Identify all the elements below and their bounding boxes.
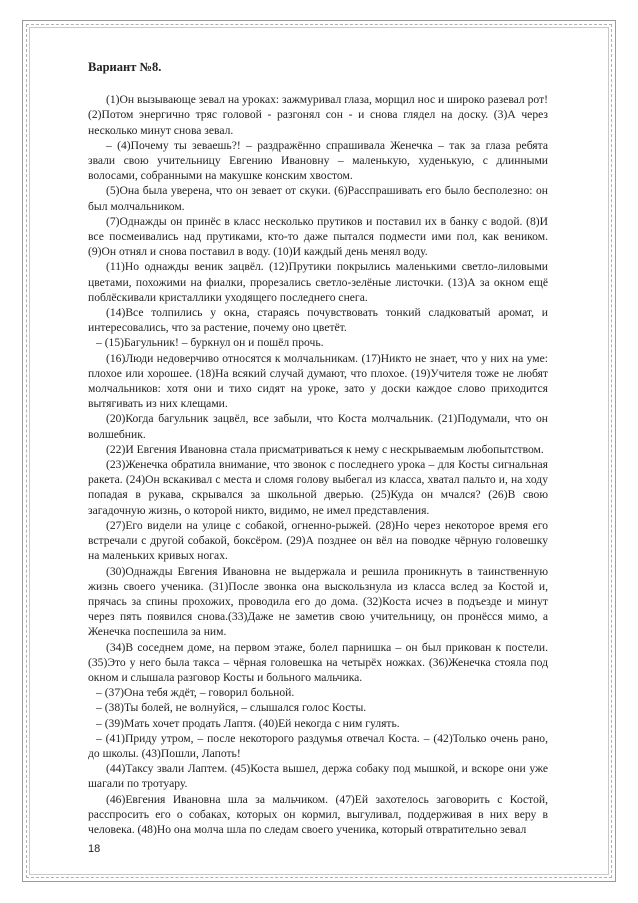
paragraph: – (37)Она тебя ждёт, – говорил больной. <box>96 686 295 700</box>
paragraph: (44)Таксу звали Лаптем. (45)Коста вышел, держа собаку под мышкой, и вскоре они уже шагали по тротуару. <box>88 762 548 791</box>
paragraph: (22)И Евгения Ивановна стала присматриваться к нему с нескрываемым любопытством. <box>106 442 544 456</box>
paragraph: – (4)Почему ты зеваешь?! – раздражённо спрашивала Женечка – так за глаза ребята звали свою учительницу Евгению Ивановну – маленькую, худенькую, с длинными волосами, собранными на макушке конским хвостом. <box>88 138 548 183</box>
paragraph: – (15)Багульник! – буркнул он и пошёл прочь. <box>96 336 324 350</box>
paragraph: (7)Однажды он принёс в класс несколько прутиков и поставил их в банку с водой. (8)И все посмеивались над прутиками, кто-то даже пытался подмести ими пол, как веником. (9)Он отнял и снова поставил в воду. (10)И каждый день менял воду. <box>88 214 548 259</box>
paragraph: – (38)Ты болей, не волнуйся, – слышался голос Косты. <box>96 701 367 715</box>
paragraph: (27)Его видели на улице с собакой, огненно-рыжей. (28)Но через некоторое время его встречали с другой собакой, боксёром. (29)А позднее он вёл на поводке чёрную головешку на маленьких кривых ногах. <box>88 518 548 563</box>
paragraph: (1)Он вызывающе зевал на уроках: зажмуривал глаза, морщил нос и широко разевал рот! (2)Потом энергично тряс головой - разгонял сон - и снова глядел на доску. (3)А через несколько минут снова зевал. <box>88 93 548 137</box>
paragraph: (16)Люди недоверчиво относятся к молчальникам. (17)Никто не знает, что у них на уме: плохое или хорошее. (18)На всякий случай думают, что плохое. (19)Учителя тоже не любят молчальников: хотя они и тихо сидят на уроке, зато у доски каждое слово приходится вытягивать из них клещами. <box>88 351 548 411</box>
paragraph: (20)Когда багульник зацвёл, все забыли, что Коста молчальник. (21)Подумали, что он волшебник. <box>88 412 548 441</box>
paragraph: (46)Евгения Ивановна шла за мальчиком. (47)Ей захотелось заговорить с Костой, расспросить его о собаках, которых он кормил, выгуливал, поддерживая в них веру в человека. (48)Но она молча шла по следам своего ученика, который отвратительно зевал <box>88 792 548 836</box>
text-body <box>88 60 548 837</box>
paragraph: (14)Все толпились у окна, стараясь почувствовать тонкий сладковатый аромат, и интересовались, что за растение, почему оно цветёт. <box>88 306 548 335</box>
paragraph: (5)Она была уверена, что он зевает от скуки. (6)Расспрашивать его было бесполезно: он был молчальником. <box>88 184 548 213</box>
paragraph: (30)Однажды Евгения Ивановна не выдержала и решила проникнуть в таинственную жизнь своего ученика. (31)После звонка она выскользнула из класса вслед за Костой и, прячась за спины прохожих, проводила его до дома. (32)Коста исчез в подъезде и минут через пять появился снова.(33)Даже не заметив свою учительницу, он пронёсся мимо, а Женечка поспешила за ним. <box>88 564 548 639</box>
variant-title: Вариант №8. <box>88 60 162 74</box>
paragraph: (11)Но однажды веник зацвёл. (12)Прутики покрылись маленькими светло-лиловыми цветами, похожими на фиалки, прорезались светло-зелёные листочки. (13)А за окном ещё поблёскивали кристаллики уходящего последнего снега. <box>88 260 548 304</box>
paragraph: – (41)Приду утром, – после некоторого раздумья отвечал Коста. – (42)Только очень рано, до школы. (43)Пошли, Лапоть! <box>88 731 548 760</box>
paragraph: (23)Женечка обратила внимание, что звонок с последнего урока – для Косты сигнальная ракета. (24)Он вскакивал с места и сломя голову выбегал из класса, хватал пальто и, на ходу попадая в рукава, скрывался за школьной дверью. (25)Куда он мчался? (26)В свою загадочную жизнь, о которой никто, видимо, не имел представления. <box>88 458 548 517</box>
paragraph: – (39)Мать хочет продать Лаптя. (40)Ей некогда с ним гулять. <box>96 716 400 730</box>
paragraph: (34)В соседнем доме, на первом этаже, болел парнишка – он был прикован к постели. (35)Это у него была такса – чёрная головешка на четырёх ножках. (36)Женечка стояла под окном и слышала разговор Косты и больного мальчика. <box>88 640 548 684</box>
page-number: 18 <box>88 843 101 855</box>
